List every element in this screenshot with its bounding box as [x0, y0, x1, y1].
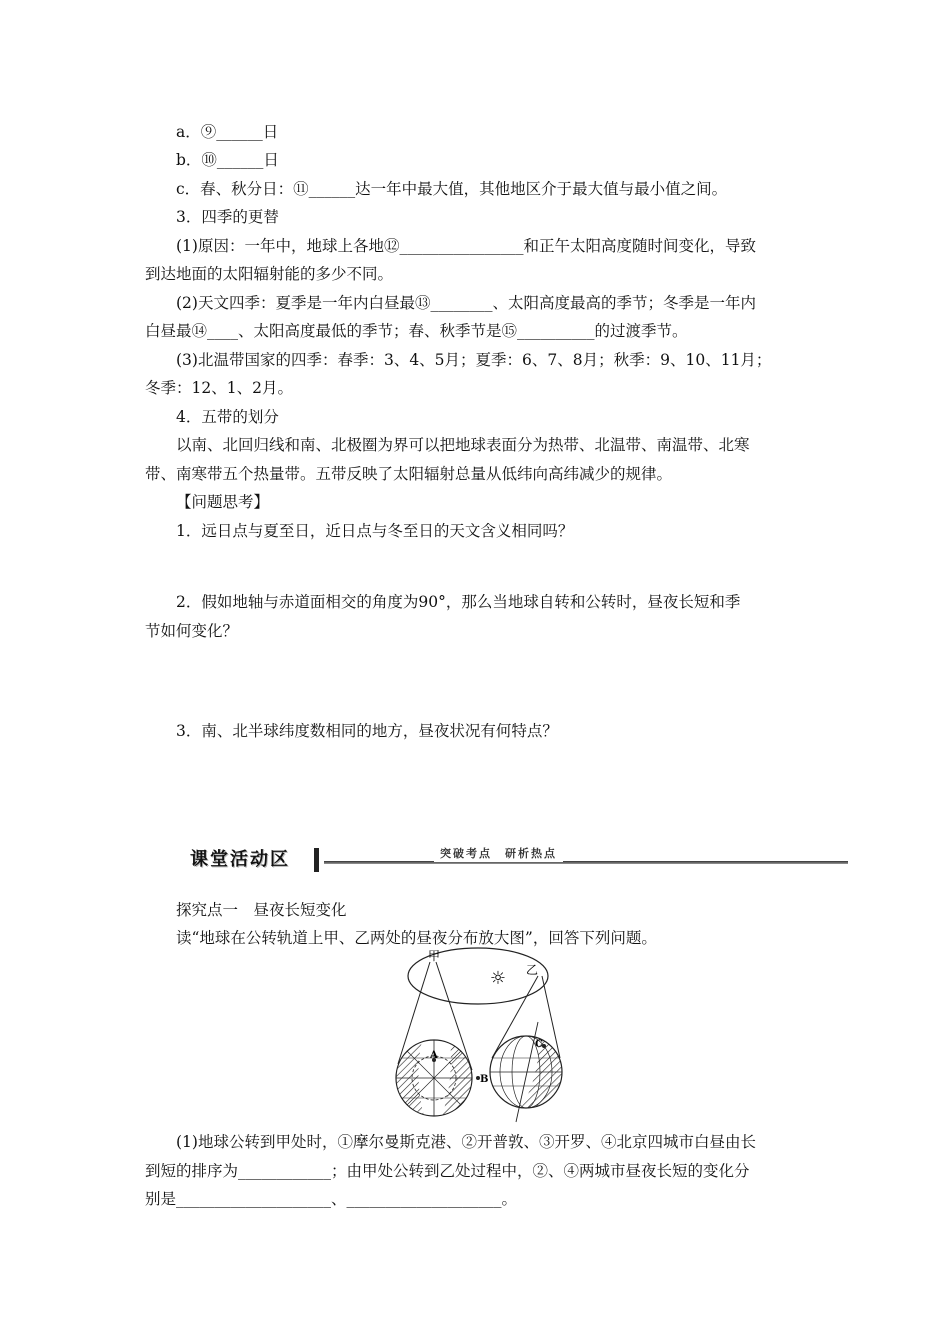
section-banner	[176, 846, 848, 874]
question-3: 3．南、北半球纬度数相同的地方，昼夜状况有何特点？	[176, 722, 558, 740]
question-1: 1．远日点与夏至日，近日点与冬至日的天文含义相同吗？	[176, 522, 574, 540]
paragraph-line: (1)地球公转到甲处时，①摩尔曼斯克港、②开普敦、③开罗、④北京四城市白昼由长	[176, 1133, 756, 1151]
paragraph-line: 到短的排序为____________；由甲处公转到乙处过程中，②、④两城市昼夜长短的变化分	[145, 1162, 750, 1180]
paragraph-line: 白昼最⑭____、太阳高度最低的季节；春、秋季节是⑮__________的过渡季节。	[145, 322, 688, 340]
orbit-diagram	[392, 946, 564, 1126]
section-heading-seasons: 3．四季的更替	[176, 208, 279, 226]
banner-bar	[314, 848, 319, 872]
globe-yi	[490, 1022, 564, 1122]
banner-rule	[324, 861, 848, 864]
label-c: C	[535, 1039, 543, 1050]
section-heading-zones: 4．五带的划分	[176, 408, 279, 426]
paragraph-line: (3)北温带国家的四季：春季：3、4、5月；夏季：6、7、8月；秋季：9、10、11月；	[176, 351, 772, 369]
paragraph-line: 别是____________________、____________________。	[145, 1190, 518, 1208]
sun-icon: ☼	[489, 968, 507, 989]
globe-jia	[396, 1040, 488, 1116]
label-a: A	[430, 1050, 438, 1061]
answer-a: a．⑨______日	[176, 123, 279, 141]
orbit-figure	[392, 946, 564, 1126]
label-yi: 乙	[526, 963, 539, 977]
inquiry-instruction: 读“地球在公转轨道上甲、乙两处的昼夜分布放大图”，回答下列问题。	[176, 929, 657, 947]
paragraph-line: 到达地面的太阳辐射能的多少不同。	[145, 265, 394, 283]
paragraph-line: (1)原因：一年中，地球上各地⑫________________和正午太阳高度随时间变化，导致	[176, 237, 756, 255]
label-b: B	[480, 1074, 489, 1085]
answer-c: c．春、秋分日：⑪______达一年中最大值，其他地区介于最大值与最小值之间。	[176, 180, 728, 198]
section-heading-questions: 【问题思考】	[176, 493, 270, 511]
label-jia: 甲	[428, 949, 441, 963]
paragraph-line: 带、南寒带五个热量带。五带反映了太阳辐射总量从低纬向高纬减少的规律。	[145, 465, 673, 483]
question-2: 2．假如地轴与赤道面相交的角度为90°，那么当地球自转和公转时，昼夜长短和季	[176, 593, 741, 611]
answer-b: b．⑩______日	[176, 151, 279, 169]
question-2-cont: 节如何变化？	[145, 622, 239, 640]
paragraph-line: 冬季：12、1、2月。	[145, 379, 293, 397]
paragraph-line: 以南、北回归线和南、北极圈为界可以把地球表面分为热带、北温带、南温带、北寒	[176, 436, 750, 454]
banner-title: 课堂活动区	[190, 849, 290, 870]
paragraph-line: (2)天文四季：夏季是一年内白昼最⑬________、太阳高度最高的季节；冬季是一年内	[176, 294, 756, 312]
banner-subtitle: 突破考点 研析热点	[434, 846, 563, 862]
inquiry-heading: 探究点一 昼夜长短变化	[176, 901, 347, 919]
